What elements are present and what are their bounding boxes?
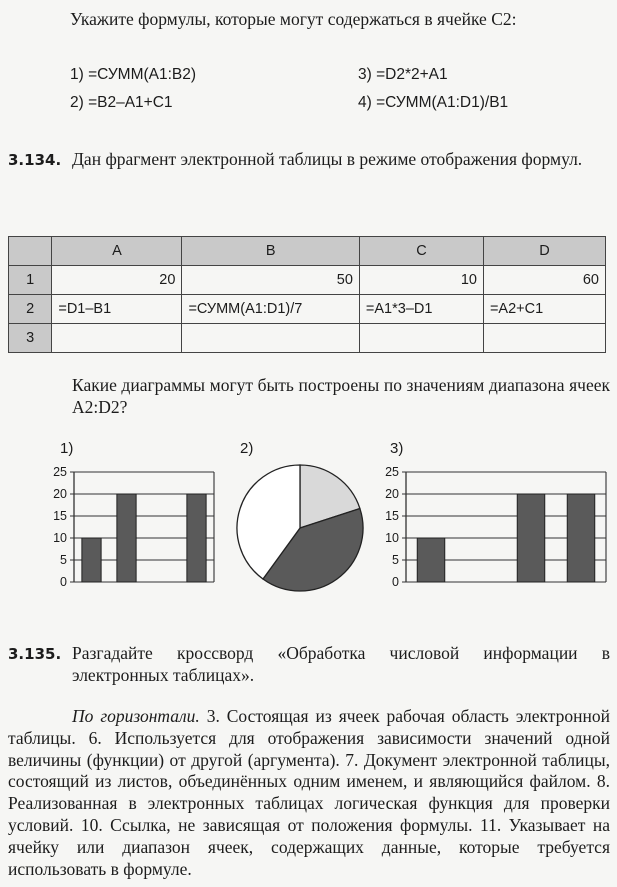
task-135-number: 3.135. [8,645,62,663]
option-2: 2) =В2–А1+С1 [70,94,173,111]
corner-cell [9,237,52,266]
option-3: 3) =D2*2+А1 [358,66,448,83]
row-header: 3 [9,324,52,353]
bar-chart-1 [40,462,220,592]
tick-label: 25 [53,465,67,479]
cell-b1: 50 [182,266,359,295]
tick-label: 25 [385,465,399,479]
cell-a3 [52,324,182,353]
table-row [9,266,606,295]
cell-c1: 10 [359,266,483,295]
chart-1-label: 1) [60,440,74,457]
tick-label: 5 [392,553,399,567]
row-header: 1 [9,266,52,295]
column-header: C [359,237,483,266]
body-text: 3. Состоящая из ячеек рабочая область электронной таблицы. 6. Используется для отображения зависимости значений одной величины (функции) от другой (аргумента). 7. Документ электронной таблицы, состоящий из листов, объединённых одним именем, и являющийся файлом. 8. Реализованная в электронных таблицах логическая функция для проверки условий. 10. Ссылка, не зависящая от положения формулы. 11. Указывает на ячейку или диапазон ячеек, содержащих данные, которые требуется использовать в формуле. [8,706,610,879]
tick-label: 15 [53,509,67,523]
task-134-text: Дан фрагмент электронной таблицы в режиме отображения формул. [72,149,583,169]
task-134-question: Какие диаграммы могут быть построены по значениям диапазона ячеек А2:D2? [72,375,610,417]
cell-d1: 60 [483,266,605,295]
column-header: B [182,237,359,266]
tick-label: 0 [392,575,399,589]
table-row [9,324,606,353]
body-lead: По горизонтали. [72,706,200,726]
cell-d2: =A2+C1 [483,295,605,324]
pie-chart-2 [230,462,375,597]
option-1: 1) =СУММ(А1:В2) [70,66,197,83]
task-135-body [8,706,610,880]
cell-a1: 20 [52,266,182,295]
tick-label: 10 [53,531,67,545]
bar [187,494,206,582]
option-4: 4) =СУММ(А1:D1)/В1 [358,94,509,111]
cell-b3 [182,324,359,353]
task-134-number: 3.134. [8,151,62,169]
bar [567,494,595,582]
bar [417,538,445,582]
bar [117,494,136,582]
tick-label: 5 [60,553,67,567]
cell-b2: =СУММ(A1:D1)/7 [182,295,359,324]
bar [517,494,545,582]
column-header: D [483,237,605,266]
task-135-text: Разгадайте кроссворд «Обработка числовой информации в электронных таблицах». [72,643,610,685]
tick-label: 20 [385,487,399,501]
column-header: A [52,237,182,266]
intro-text: Укажите формулы, которые могут содержаться в ячейке С2: [70,9,517,29]
tick-label: 10 [385,531,399,545]
cell-a2: =D1–B1 [52,295,182,324]
tick-label: 15 [385,509,399,523]
tick-label: 0 [60,575,67,589]
row-header: 2 [9,295,52,324]
cell-c3 [359,324,483,353]
header-row [9,237,606,266]
tick-label: 20 [53,487,67,501]
cell-d3 [483,324,605,353]
cell-c2: =A1*3–D1 [359,295,483,324]
spreadsheet-fragment [8,236,606,353]
chart-3-label: 3) [390,440,404,457]
bar-chart-3 [372,462,612,592]
table-row [9,295,606,324]
chart-2-label: 2) [240,440,254,457]
bar [82,538,101,582]
